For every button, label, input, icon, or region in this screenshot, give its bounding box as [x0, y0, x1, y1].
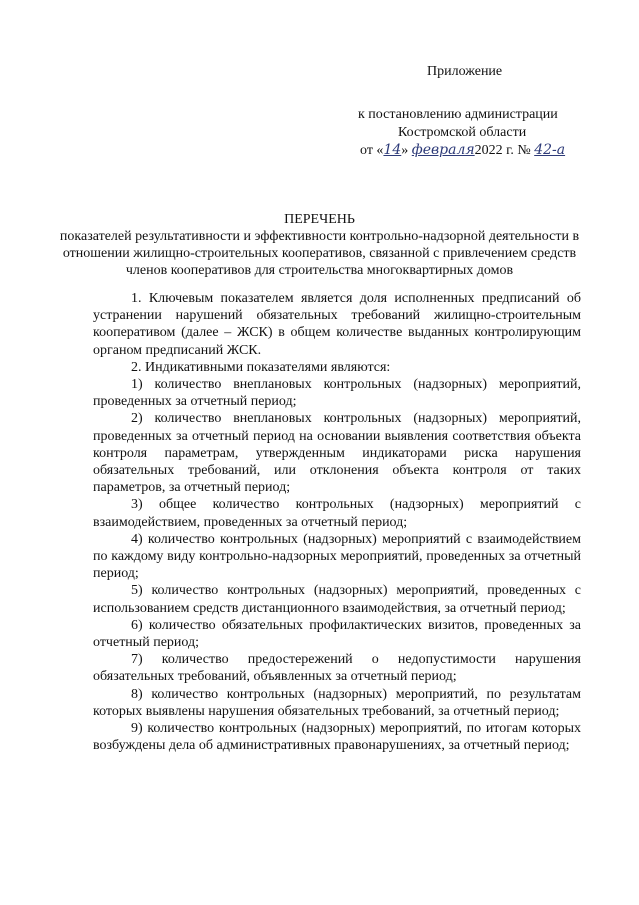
region-line: Костромской области — [398, 125, 527, 140]
title-subtitle: показателей результативности и эффективности контрольно-надзорной деятельности в отношении жилищно-строительных кооперативов, связанной с привлечением средств членов кооперативов для строительства многоквартирных домов — [59, 229, 580, 278]
document-body — [93, 290, 581, 754]
paragraph: 9) количество контрольных (надзорных) мероприятий, по итогам которых возбуждены дела об административных правонарушениях, за отчетный период; — [93, 721, 581, 754]
paragraph: 1) количество внеплановых контрольных (надзорных) мероприятий, проведенных за отчетный период; — [93, 377, 581, 410]
resolution-line: к постановлению администрации — [358, 107, 558, 122]
paragraph: 3) общее количество контрольных (надзорных) мероприятий с взаимодействием, проведенных за отчетный период; — [93, 497, 581, 530]
date-prefix: от « — [360, 143, 384, 158]
date-year: 2022 г. № — [474, 143, 531, 158]
appendix-label: Приложение — [427, 64, 503, 79]
paragraph: 5) количество контрольных (надзорных) мероприятий, проведенных с использованием средств дистанционного взаимодействия, за отчетный период; — [93, 583, 581, 616]
paragraph: 1. Ключевым показателем является доля исполненных предписаний об устранении нарушений обязательных требований жилищно-строительным кооперативом (далее – ЖСК) в общем количестве выданных контролирующим органом предписаний ЖСК. — [93, 291, 581, 358]
paragraph: 4) количество контрольных (надзорных) мероприятий с взаимодействием по каждому виду контрольно-надзорных мероприятий, проведенных за отчетный период; — [93, 531, 581, 582]
paragraph: 6) количество обязательных профилактических визитов, проведенных за отчетный период; — [93, 617, 581, 651]
handwritten-month: февраля — [411, 142, 475, 158]
paragraph: 2. Индикативными показателями являются: — [131, 359, 391, 375]
date-line — [360, 141, 565, 160]
paragraph: 7) количество предостережений о недопустимости нарушения обязательных требований, объявленных за отчетный период; — [93, 652, 581, 685]
date-quote-close: » — [401, 143, 409, 158]
paragraph: 8) количество контрольных (надзорных) мероприятий, по результатам которых выявлены нарушения обязательных требований, за отчетный период; — [93, 686, 581, 719]
handwritten-day: 14 — [383, 142, 402, 158]
document-title — [0, 211, 639, 279]
title-heading: ПЕРЕЧЕНЬ — [284, 212, 355, 227]
handwritten-number: 42-а — [534, 142, 566, 158]
paragraph: 2) количество внеплановых контрольных (надзорных) мероприятий, проведенных за отчетный период на основании выявления соответствия объекта контроля параметрам, утвержденным индикаторами риска нарушения обязательных требований, или отклонения объекта контроля от таких параметров, за отчетный период; — [93, 411, 581, 496]
